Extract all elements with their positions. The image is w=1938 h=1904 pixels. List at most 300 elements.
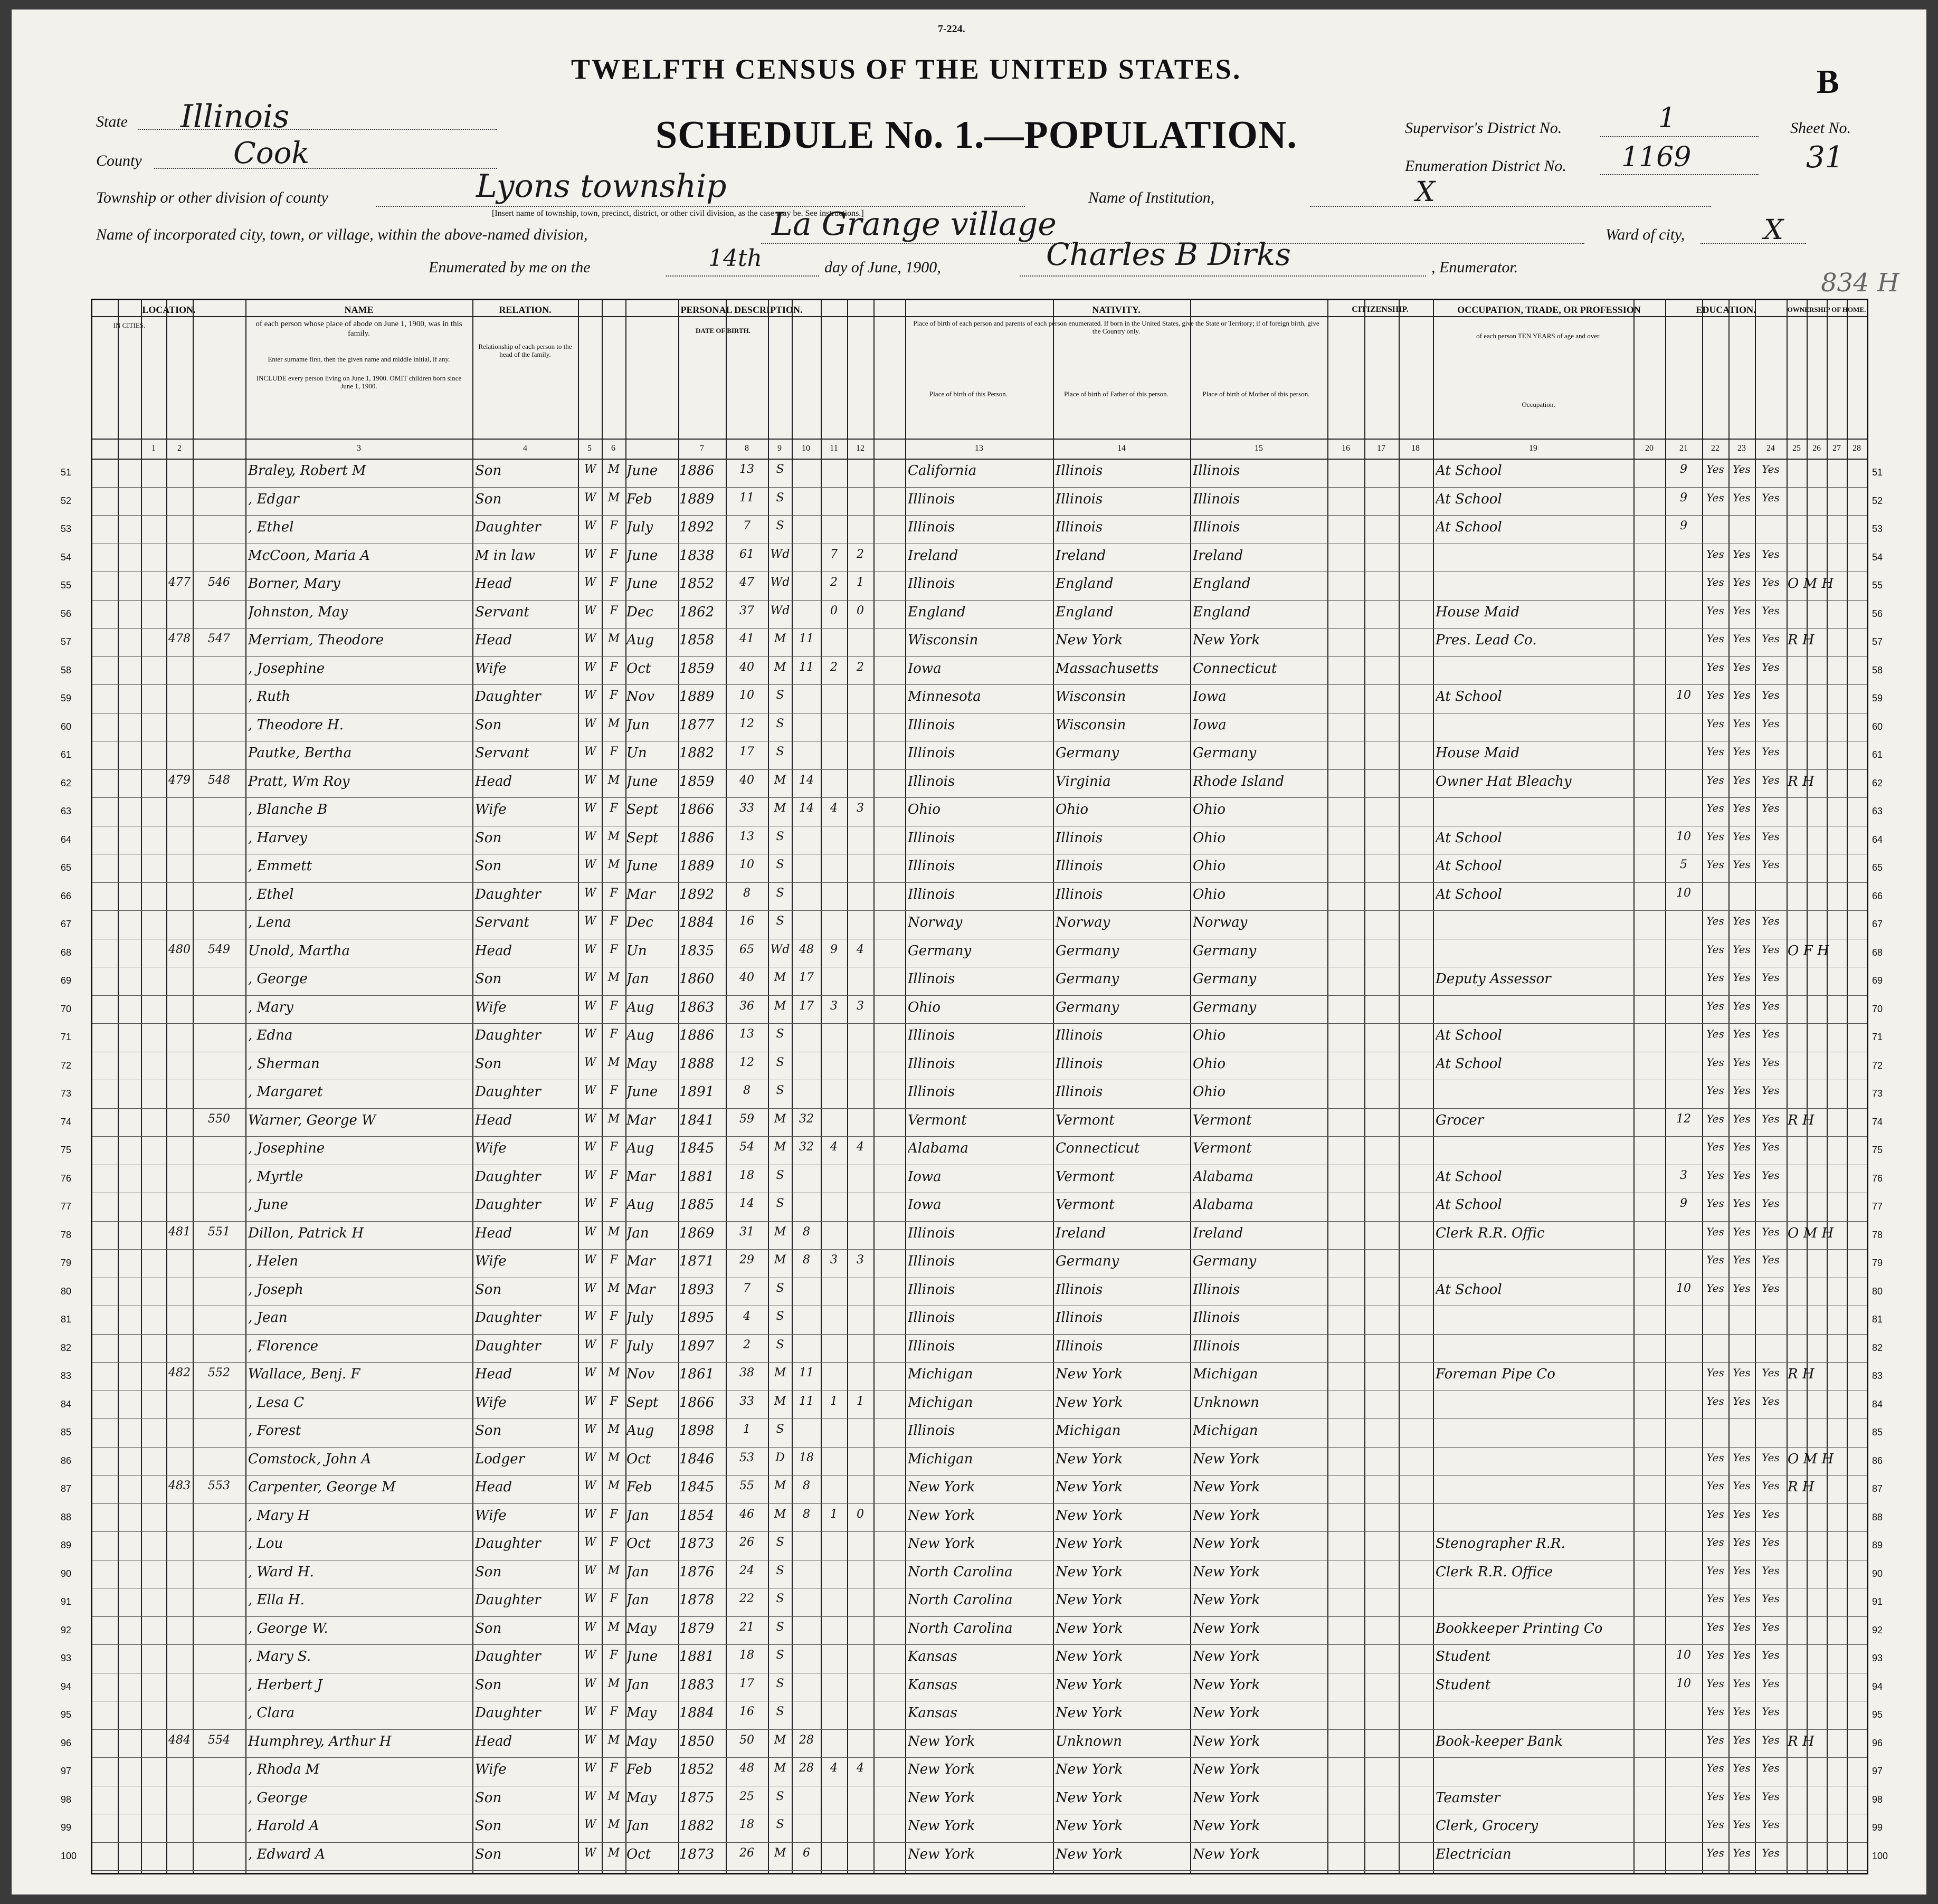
can-speak: Yes <box>1762 1451 1780 1464</box>
birth-month: June <box>626 463 658 479</box>
birthplace-person: Wisconsin <box>908 632 978 648</box>
sex: M <box>607 1479 620 1492</box>
birthplace-mother: Germany <box>1193 943 1257 959</box>
color: W <box>584 1112 596 1126</box>
birthplace-father: New York <box>1056 1479 1123 1495</box>
line-number: 88 <box>61 1511 72 1522</box>
person-name: , Theodore H. <box>248 717 344 733</box>
relation: Son <box>475 1677 502 1693</box>
birth-month: Feb <box>626 1479 652 1495</box>
line-number: 55 <box>1872 580 1883 591</box>
home-ownership: O F H <box>1788 943 1829 959</box>
age: 46 <box>739 1507 754 1521</box>
column-rule <box>1827 300 1828 1873</box>
line-number: 71 <box>61 1032 72 1042</box>
marital-status: M <box>774 660 786 674</box>
color: W <box>584 689 596 702</box>
marital-status: M <box>774 802 786 815</box>
row-rule <box>92 797 1867 798</box>
birthplace-mother: New York <box>1193 1705 1260 1721</box>
row-rule <box>92 882 1867 883</box>
in-cities-header: IN CITIES. <box>113 321 146 329</box>
line-number: 72 <box>1872 1060 1883 1071</box>
can-read: Yes <box>1706 660 1724 673</box>
state-label: State <box>96 113 128 130</box>
birth-year: 1863 <box>679 999 715 1015</box>
column-number: 9 <box>777 444 782 453</box>
relation: Daughter <box>475 1592 541 1608</box>
relation: Head <box>475 943 512 959</box>
person-name: , Ethel <box>248 886 294 902</box>
line-number: 65 <box>61 862 72 873</box>
years-married: 28 <box>799 1733 814 1747</box>
column-rule <box>1399 300 1400 1873</box>
home-ownership: R H <box>1788 1112 1814 1128</box>
can-write: Yes <box>1733 1084 1751 1097</box>
home-ownership: O M H <box>1788 576 1834 592</box>
sex: M <box>607 1451 620 1464</box>
can-write: Yes <box>1733 1564 1751 1577</box>
marital-status: Wd <box>770 604 790 617</box>
column-number: 25 <box>1792 444 1801 453</box>
state-value: Illinois <box>180 98 290 135</box>
birth-month: Mar <box>626 1281 656 1298</box>
occupation: Bookkeeper Printing Co <box>1436 1620 1603 1636</box>
birthplace-father: New York <box>1056 1762 1123 1777</box>
birthplace-person: Illinois <box>908 858 955 874</box>
can-speak: Yes <box>1762 830 1780 843</box>
row-rule <box>92 1644 1867 1645</box>
marital-status: Wd <box>770 576 790 589</box>
person-name: Unold, Martha <box>248 943 350 959</box>
birthplace-person: North Carolina <box>908 1592 1013 1608</box>
birthplace-father: New York <box>1056 1677 1123 1693</box>
occupation: House Maid <box>1436 604 1520 620</box>
birthplace-father: Ohio <box>1056 802 1089 817</box>
line-number: 79 <box>61 1258 72 1268</box>
birth-month: Un <box>626 745 647 761</box>
can-speak: Yes <box>1762 1564 1780 1577</box>
children-living: 4 <box>857 1762 864 1775</box>
marital-status: M <box>774 1846 786 1860</box>
sex: F <box>610 1394 618 1408</box>
can-read: Yes <box>1706 1451 1724 1464</box>
line-number: 85 <box>61 1427 72 1437</box>
color: W <box>584 632 596 645</box>
can-write: Yes <box>1733 1225 1751 1238</box>
birthplace-father: Massachusetts <box>1056 660 1159 677</box>
birthplace-person: Illinois <box>908 519 955 535</box>
birth-year: 1879 <box>679 1620 715 1636</box>
person-name: , Josephine <box>248 660 325 677</box>
line-number: 86 <box>1872 1455 1883 1466</box>
can-read: Yes <box>1706 971 1724 984</box>
column-rule <box>821 300 822 1873</box>
birthplace-mother: New York <box>1193 1733 1260 1749</box>
home-ownership: R H <box>1788 1733 1814 1749</box>
birth-year: 1838 <box>679 547 715 564</box>
line-number: 58 <box>61 664 72 675</box>
can-write: Yes <box>1733 1451 1751 1464</box>
birthplace-father: Germany <box>1056 1253 1119 1269</box>
birthplace-person: North Carolina <box>908 1620 1013 1636</box>
birth-year: 1888 <box>679 1055 715 1072</box>
relation: Wife <box>475 1140 507 1156</box>
color: W <box>584 519 596 532</box>
can-write: Yes <box>1733 1536 1751 1548</box>
birth-month: June <box>626 1649 658 1664</box>
dwelling-number: 480 <box>168 943 191 956</box>
name-sub3: INCLUDE every person living on June 1, 1900. OMIT children born since June 1, 1900. <box>256 374 462 390</box>
column-rule <box>1633 300 1635 1873</box>
birth-year: 1860 <box>679 971 715 987</box>
birthplace-person: Illinois <box>908 1423 955 1439</box>
column-number: 11 <box>830 444 838 453</box>
birthplace-mother: Illinois <box>1193 1310 1240 1326</box>
line-number: 73 <box>61 1088 72 1099</box>
person-name: , Lou <box>248 1536 283 1551</box>
color: W <box>584 830 596 843</box>
row-rule <box>92 1757 1867 1758</box>
can-speak: Yes <box>1762 547 1780 560</box>
birth-month: July <box>626 1310 653 1326</box>
header-rule <box>92 459 1867 460</box>
children-living: 3 <box>857 1253 864 1267</box>
can-write: Yes <box>1733 1197 1751 1210</box>
dwelling-number: 483 <box>168 1479 191 1492</box>
person-name: , Lesa C <box>248 1394 305 1411</box>
row-rule <box>92 995 1867 996</box>
can-write: Yes <box>1733 1818 1751 1831</box>
column-rule <box>245 300 246 1873</box>
can-speak: Yes <box>1762 1112 1780 1125</box>
birthplace-mother: Illinois <box>1193 491 1240 507</box>
can-write: Yes <box>1733 1762 1751 1774</box>
birth-year: 1881 <box>679 1168 715 1185</box>
birth-month: Mar <box>626 1112 656 1128</box>
person-name: , Ethel <box>248 519 294 535</box>
age: 13 <box>739 463 754 476</box>
line-number: 77 <box>61 1201 72 1212</box>
birth-year: 1895 <box>679 1310 715 1326</box>
relation: Son <box>475 1055 502 1072</box>
color: W <box>584 1423 596 1436</box>
sex: M <box>607 463 620 476</box>
line-number: 92 <box>1872 1624 1883 1635</box>
can-speak: Yes <box>1762 1592 1780 1605</box>
person-name: Humphrey, Arthur H <box>248 1733 392 1749</box>
marital-status: Wd <box>770 547 790 561</box>
birth-year: 1852 <box>679 576 715 592</box>
years-married: 11 <box>799 632 814 645</box>
row-rule <box>92 1729 1867 1730</box>
sheet-value: 31 <box>1806 140 1844 175</box>
color: W <box>584 1084 596 1097</box>
can-speak: Yes <box>1762 1055 1780 1069</box>
column-number: 2 <box>177 444 182 453</box>
can-write: Yes <box>1733 576 1751 588</box>
color: W <box>584 886 596 900</box>
person-name: , Josephine <box>248 1140 325 1156</box>
institution-label: Name of Institution, <box>1088 189 1215 206</box>
can-read: Yes <box>1706 576 1724 588</box>
line-number: 61 <box>1872 749 1883 760</box>
marital-status: S <box>776 1649 784 1662</box>
birthplace-mother: Unknown <box>1193 1394 1259 1411</box>
birthplace-father: Illinois <box>1056 1055 1103 1072</box>
can-write: Yes <box>1733 773 1751 786</box>
line-number: 76 <box>1872 1173 1883 1184</box>
children-living: 4 <box>857 943 864 956</box>
years-married: 17 <box>799 971 814 984</box>
marital-status: M <box>774 1733 786 1747</box>
line-number: 64 <box>1872 834 1883 845</box>
relation: Daughter <box>475 1338 541 1354</box>
birth-month: July <box>626 1338 653 1354</box>
ward-value: X <box>1764 214 1784 246</box>
school-months: 12 <box>1676 1112 1691 1126</box>
occupation: At School <box>1436 858 1502 874</box>
years-married: 8 <box>803 1507 810 1521</box>
line-number: 64 <box>61 834 72 845</box>
birthplace-mother: Vermont <box>1193 1140 1252 1156</box>
color: W <box>584 1789 596 1803</box>
age: 11 <box>739 491 754 504</box>
township-value: Lyons township <box>476 168 727 205</box>
line-number: 51 <box>1872 467 1883 478</box>
age: 16 <box>739 1705 754 1718</box>
line-number: 59 <box>61 693 72 703</box>
color: W <box>584 1055 596 1069</box>
birthplace-mother: New York <box>1193 1762 1260 1777</box>
age: 12 <box>739 1055 754 1069</box>
marital-status: S <box>776 915 784 928</box>
can-write: Yes <box>1733 491 1751 504</box>
children-living: 2 <box>857 547 864 561</box>
relation: Wife <box>475 1253 507 1269</box>
color: W <box>584 943 596 956</box>
line-number: 59 <box>1872 693 1883 703</box>
line-number: 60 <box>61 721 72 732</box>
age: 59 <box>739 1112 754 1126</box>
years-married: 14 <box>799 773 814 787</box>
column-number: 16 <box>1342 444 1350 453</box>
marital-status: S <box>776 1536 784 1549</box>
birth-year: 1854 <box>679 1507 715 1524</box>
years-married: 32 <box>799 1140 814 1154</box>
birthplace-father: New York <box>1056 1536 1123 1551</box>
age: 47 <box>739 576 754 589</box>
can-write: Yes <box>1733 915 1751 927</box>
occupation: Pres. Lead Co. <box>1436 632 1537 648</box>
birthplace-father: New York <box>1056 1394 1123 1411</box>
can-read: Yes <box>1706 1394 1724 1407</box>
birthplace-father: New York <box>1056 1366 1123 1382</box>
birthplace-person: New York <box>908 1479 975 1495</box>
line-number: 73 <box>1872 1088 1883 1099</box>
can-write: Yes <box>1733 1140 1751 1153</box>
age: 18 <box>739 1168 754 1182</box>
person-name: , Mary H <box>248 1507 310 1524</box>
birth-year: 1862 <box>679 604 715 620</box>
occupation: Deputy Assessor <box>1436 971 1551 987</box>
birth-month: Oct <box>626 660 651 677</box>
birthplace-father: England <box>1056 604 1114 620</box>
marital-status: M <box>774 632 786 645</box>
birth-month: Oct <box>626 1451 651 1467</box>
column-rule <box>118 300 119 1873</box>
person-name: , Emmett <box>248 858 312 874</box>
birth-year: 1841 <box>679 1112 715 1128</box>
county-label: County <box>96 152 142 169</box>
birthplace-person: Norway <box>908 915 963 930</box>
person-name: , Jean <box>248 1310 288 1326</box>
color: W <box>584 1281 596 1295</box>
marital-status: S <box>776 1084 784 1097</box>
line-number: 68 <box>61 947 72 958</box>
birthplace-person: North Carolina <box>908 1564 1013 1580</box>
can-speak: Yes <box>1762 689 1780 701</box>
relation: Son <box>475 717 502 733</box>
can-read: Yes <box>1706 547 1724 560</box>
marital-status: S <box>776 1789 784 1803</box>
years-married: 48 <box>799 943 814 956</box>
color: W <box>584 547 596 561</box>
can-read: Yes <box>1706 1846 1724 1859</box>
relation: Head <box>475 576 512 592</box>
birthplace-person: Illinois <box>908 1225 955 1241</box>
birth-year: 1871 <box>679 1253 715 1269</box>
can-read: Yes <box>1706 943 1724 956</box>
can-speak: Yes <box>1762 1818 1780 1831</box>
occupation: Foreman Pipe Co <box>1436 1366 1555 1382</box>
birth-month: Un <box>626 943 647 959</box>
column-rule <box>141 300 142 1873</box>
line-number: 53 <box>1872 523 1883 534</box>
relation: Servant <box>475 604 530 620</box>
enumerator-name: Charles B Dirks <box>1046 236 1291 272</box>
line-number: 81 <box>1872 1314 1883 1325</box>
column-number: 12 <box>856 444 864 453</box>
birthplace-person: New York <box>908 1846 975 1862</box>
can-read: Yes <box>1706 1649 1724 1661</box>
sex: F <box>610 1197 618 1210</box>
birthplace-person: New York <box>908 1818 975 1834</box>
age: 54 <box>739 1140 754 1154</box>
line-number: 62 <box>61 777 72 788</box>
relation: Son <box>475 1620 502 1636</box>
relation: Wife <box>475 999 507 1015</box>
sex: F <box>610 915 618 928</box>
line-number: 81 <box>61 1314 72 1325</box>
column-number: 15 <box>1255 444 1263 453</box>
marital-status: M <box>774 1366 786 1379</box>
line-number: 66 <box>1872 890 1883 901</box>
can-read: Yes <box>1706 1818 1724 1831</box>
birthplace-father: New York <box>1056 1592 1123 1608</box>
can-read: Yes <box>1706 1281 1724 1294</box>
marital-status: M <box>774 1479 786 1492</box>
birthplace-father: New York <box>1056 1846 1123 1862</box>
line-number: 93 <box>61 1653 72 1663</box>
sex: F <box>610 1507 618 1521</box>
relation: Daughter <box>475 1649 541 1664</box>
age: 17 <box>739 1677 754 1690</box>
color: W <box>584 1507 596 1521</box>
person-name: , Edgar <box>248 491 299 507</box>
marital-status: S <box>776 858 784 871</box>
column-rule <box>602 300 603 1873</box>
mother-of: 2 <box>830 576 838 589</box>
can-read: Yes <box>1706 604 1724 617</box>
can-speak: Yes <box>1762 1168 1780 1182</box>
can-read: Yes <box>1706 1225 1724 1238</box>
birthplace-mother: New York <box>1193 1846 1260 1862</box>
relation: Son <box>475 491 502 507</box>
column-rule <box>1787 300 1788 1873</box>
relation: Son <box>475 858 502 874</box>
can-write: Yes <box>1733 1592 1751 1605</box>
can-write: Yes <box>1733 1055 1751 1069</box>
occupation: House Maid <box>1436 745 1520 761</box>
birthplace-person: Illinois <box>908 773 955 789</box>
marital-status: S <box>776 1564 784 1577</box>
marital-status: S <box>776 830 784 843</box>
relation: Son <box>475 1789 502 1806</box>
sex: F <box>610 1084 618 1097</box>
color: W <box>584 1705 596 1718</box>
schedule-title: SCHEDULE No. 1.—POPULATION. <box>656 113 1297 157</box>
birth-year: 1897 <box>679 1338 715 1354</box>
birth-month: Oct <box>626 1846 651 1862</box>
birthplace-father: Wisconsin <box>1056 717 1126 733</box>
person-name: , Ruth <box>248 689 291 705</box>
relation: Daughter <box>475 1027 541 1043</box>
age: 24 <box>739 1564 754 1577</box>
marital-status: S <box>776 745 784 758</box>
birth-year: 1889 <box>679 689 715 705</box>
birthplace-mother: New York <box>1193 1564 1260 1580</box>
relation: Daughter <box>475 1084 541 1100</box>
birth-year: 1885 <box>679 1197 715 1213</box>
line-number: 99 <box>61 1822 72 1833</box>
dwelling-number: 477 <box>168 576 191 589</box>
marital-status: M <box>774 1140 786 1154</box>
occupation: At School <box>1436 1027 1502 1043</box>
column-rule <box>166 300 167 1873</box>
birthplace-father: Connecticut <box>1056 1140 1140 1156</box>
dwelling-number: 479 <box>168 773 191 787</box>
birth-month: June <box>626 773 658 789</box>
years-married: 32 <box>799 1112 814 1126</box>
sex: M <box>607 1281 620 1295</box>
can-speak: Yes <box>1762 999 1780 1012</box>
sex: F <box>610 999 618 1013</box>
birthplace-father: Wisconsin <box>1056 689 1126 705</box>
birthplace-person: Michigan <box>908 1394 973 1411</box>
age: 8 <box>743 886 750 900</box>
can-speak: Yes <box>1762 1027 1780 1040</box>
birth-month: Aug <box>626 1027 654 1043</box>
marital-status: S <box>776 1705 784 1718</box>
column-number: 7 <box>700 444 704 453</box>
form-number: 7-224. <box>938 23 965 35</box>
pob-mother-header: Place of birth of Mother of this person. <box>1202 390 1310 398</box>
birth-month: May <box>626 1055 657 1072</box>
can-write: Yes <box>1733 1112 1751 1125</box>
birthplace-person: Illinois <box>908 491 955 507</box>
birthplace-father: Norway <box>1056 915 1110 930</box>
